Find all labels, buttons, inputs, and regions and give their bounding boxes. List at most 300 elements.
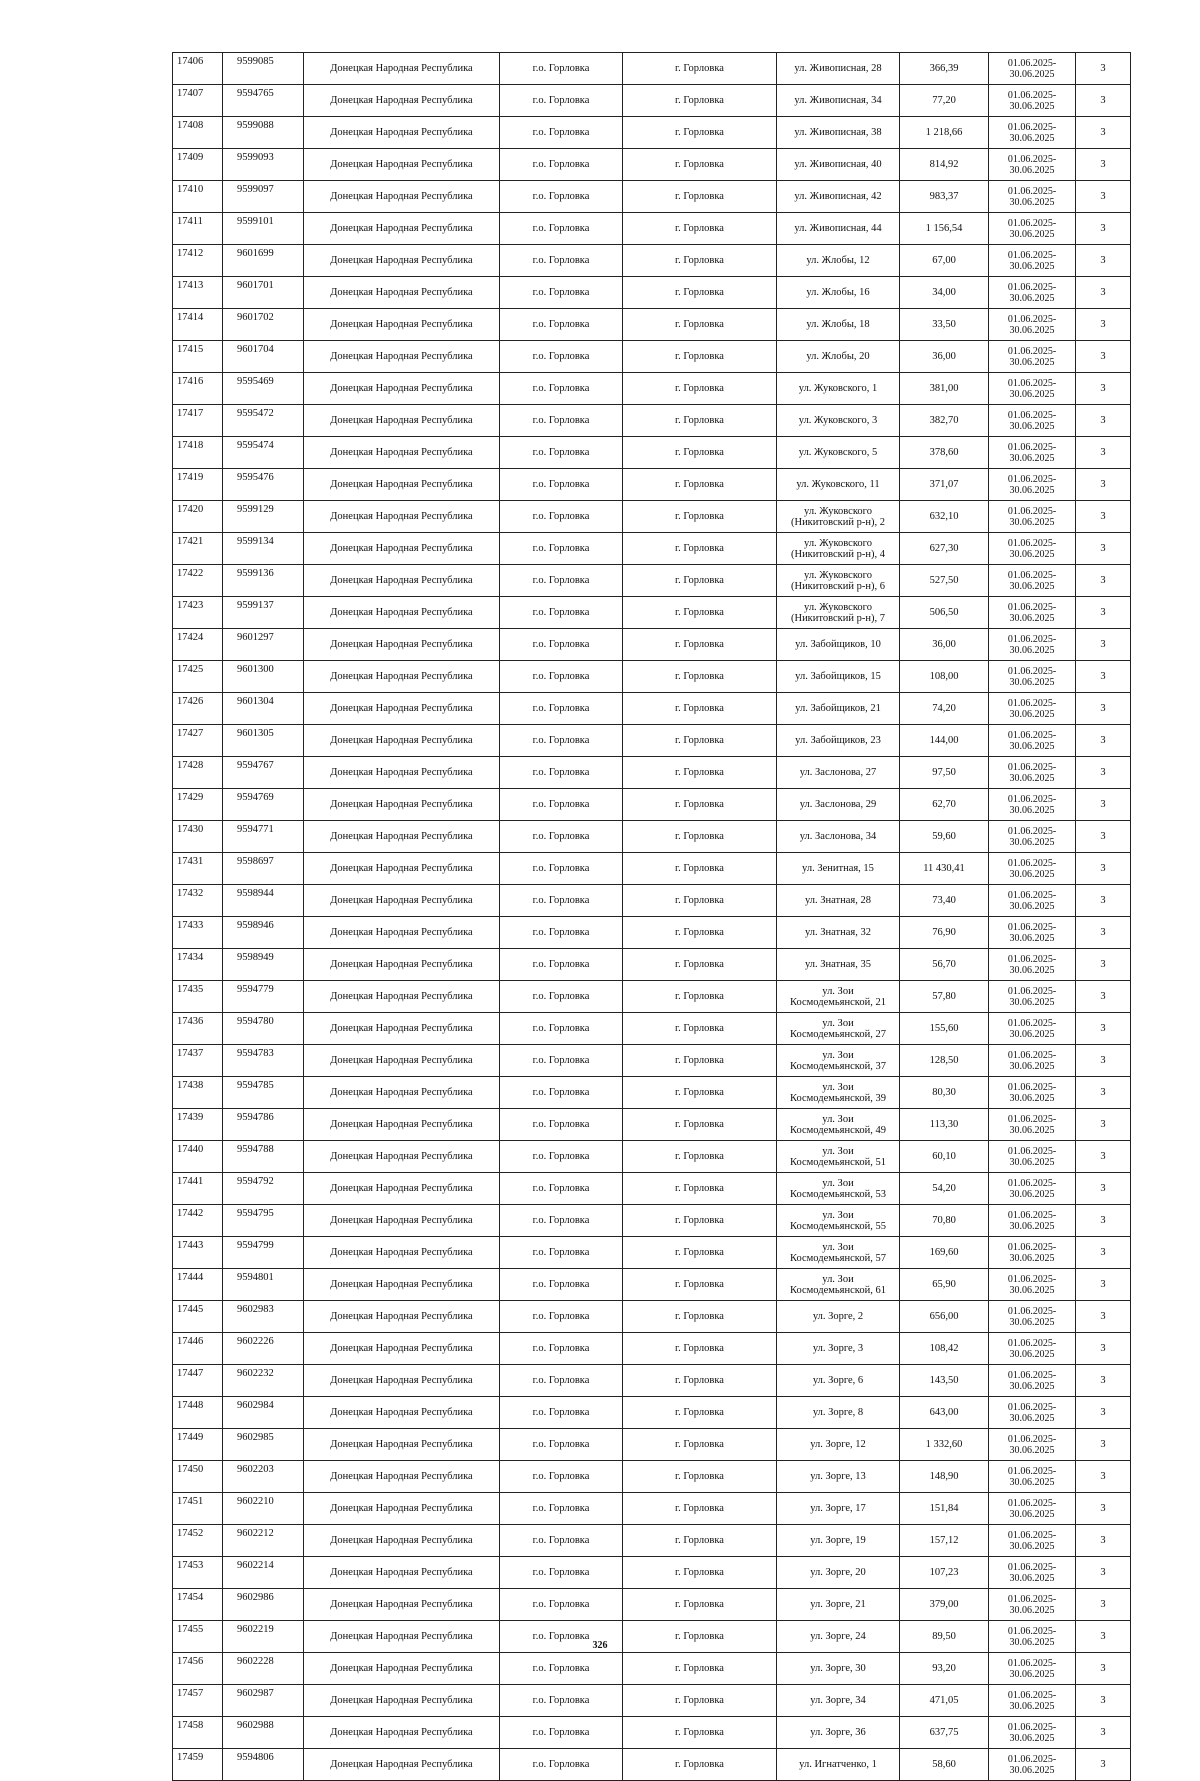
cell-text: Донецкая Народная Республика bbox=[330, 1566, 473, 1578]
cell-text: 9599085 bbox=[237, 56, 274, 67]
cell-category bbox=[1076, 1013, 1131, 1045]
cell-text: 3 bbox=[1100, 542, 1106, 554]
cell-text: 01.06.2025- bbox=[1007, 1561, 1057, 1573]
cell-value bbox=[900, 1013, 989, 1045]
cell-address bbox=[777, 1173, 900, 1205]
cell-text: 656,00 bbox=[929, 1310, 959, 1322]
cell-text: 36,00 bbox=[932, 638, 956, 650]
cell-text: ул. Зои bbox=[822, 1017, 854, 1029]
cell-text: (Никитовский р-н), 6 bbox=[790, 580, 885, 592]
cell-row-number bbox=[173, 981, 223, 1013]
cell-text: 01.06.2025- bbox=[1007, 57, 1057, 69]
cell-text: 9595472 bbox=[237, 408, 274, 419]
cell-text: 17408 bbox=[177, 120, 204, 131]
cell-period bbox=[989, 917, 1076, 949]
cell-text: 01.06.2025- bbox=[1007, 1657, 1057, 1669]
cell-region bbox=[304, 1109, 500, 1141]
cell-value bbox=[900, 725, 989, 757]
cell-text: г.о. Горловка bbox=[532, 1758, 590, 1770]
cell-text: 3 bbox=[1100, 734, 1106, 746]
cell-city bbox=[623, 405, 777, 437]
cell-object-id bbox=[223, 597, 304, 629]
cell-value bbox=[900, 1269, 989, 1301]
cell-text: 3 bbox=[1100, 670, 1106, 682]
cell-address bbox=[777, 405, 900, 437]
cell-address bbox=[777, 661, 900, 693]
cell-text: 30.06.2025 bbox=[1009, 1764, 1055, 1776]
cell-object-id bbox=[223, 149, 304, 181]
cell-period bbox=[989, 1301, 1076, 1333]
cell-text: 366,39 bbox=[929, 62, 959, 74]
cell-text: г.о. Горловка bbox=[532, 254, 590, 266]
table-row bbox=[173, 85, 1131, 117]
cell-address bbox=[777, 629, 900, 661]
cell-address bbox=[777, 1589, 900, 1621]
cell-text: 01.06.2025- bbox=[1007, 1625, 1057, 1637]
cell-text: 67,00 bbox=[932, 254, 956, 266]
cell-district bbox=[500, 725, 623, 757]
cell-period bbox=[989, 1717, 1076, 1749]
cell-text: 30.06.2025 bbox=[1009, 1380, 1055, 1392]
cell-period bbox=[989, 853, 1076, 885]
cell-text: ул. Зорге, 17 bbox=[810, 1503, 866, 1514]
cell-text: 01.06.2025- bbox=[1007, 1465, 1057, 1477]
cell-value bbox=[900, 1653, 989, 1685]
cell-text: г. Горловка bbox=[675, 766, 724, 778]
cell-text: Донецкая Народная Республика bbox=[330, 1054, 473, 1066]
cell-text: 17450 bbox=[177, 1464, 204, 1475]
cell-text: 01.06.2025- bbox=[1007, 153, 1057, 165]
cell-text: г.о. Горловка bbox=[532, 222, 590, 234]
cell-text: Донецкая Народная Республика bbox=[330, 574, 473, 586]
cell-category bbox=[1076, 1237, 1131, 1269]
cell-row-number bbox=[173, 949, 223, 981]
cell-text: г.о. Горловка bbox=[532, 862, 590, 874]
cell-district bbox=[500, 181, 623, 213]
cell-text: 30.06.2025 bbox=[1009, 1188, 1055, 1200]
cell-text: ул. Зорге, 12 bbox=[810, 1439, 866, 1450]
cell-text: 3 bbox=[1100, 638, 1106, 650]
cell-text: ул. Заслонова, 34 bbox=[799, 831, 877, 842]
cell-text: г.о. Горловка bbox=[532, 1246, 590, 1258]
cell-text: 9594780 bbox=[237, 1016, 274, 1027]
cell-value bbox=[900, 1685, 989, 1717]
table-row bbox=[173, 1077, 1131, 1109]
cell-text: 01.06.2025- bbox=[1007, 1081, 1057, 1093]
cell-text: г.о. Горловка bbox=[532, 478, 590, 490]
cell-category bbox=[1076, 85, 1131, 117]
cell-text: ул. Живописная, 38 bbox=[794, 127, 882, 138]
cell-text: 30.06.2025 bbox=[1009, 1572, 1055, 1584]
cell-text: г.о. Горловка bbox=[532, 1086, 590, 1098]
cell-district bbox=[500, 1653, 623, 1685]
cell-address bbox=[777, 1749, 900, 1781]
cell-row-number bbox=[173, 1749, 223, 1781]
cell-text: 30.06.2025 bbox=[1009, 1508, 1055, 1520]
cell-text: Донецкая Народная Республика bbox=[330, 126, 473, 138]
cell-region bbox=[304, 1589, 500, 1621]
cell-city bbox=[623, 1749, 777, 1781]
cell-category bbox=[1076, 725, 1131, 757]
cell-text: 01.06.2025- bbox=[1007, 89, 1057, 101]
cell-text: ул. Зои bbox=[822, 1177, 854, 1189]
cell-category bbox=[1076, 981, 1131, 1013]
cell-text: 30.06.2025 bbox=[1009, 1444, 1055, 1456]
cell-object-id bbox=[223, 213, 304, 245]
cell-text: 57,80 bbox=[932, 990, 956, 1002]
cell-row-number bbox=[173, 533, 223, 565]
cell-text: г.о. Горловка bbox=[532, 830, 590, 842]
cell-period bbox=[989, 373, 1076, 405]
cell-text: 9594806 bbox=[237, 1752, 274, 1763]
cell-region bbox=[304, 1173, 500, 1205]
cell-value bbox=[900, 1237, 989, 1269]
cell-region bbox=[304, 1397, 500, 1429]
cell-district bbox=[500, 1557, 623, 1589]
cell-object-id bbox=[223, 757, 304, 789]
cell-text: Донецкая Народная Республика bbox=[330, 894, 473, 906]
cell-text: 01.06.2025- bbox=[1007, 1721, 1057, 1733]
cell-text: 17429 bbox=[177, 792, 204, 803]
table-row bbox=[173, 821, 1131, 853]
cell-text: 30.06.2025 bbox=[1009, 260, 1055, 272]
cell-text: 17440 bbox=[177, 1144, 204, 1155]
cell-text: 643,00 bbox=[929, 1406, 959, 1418]
cell-category bbox=[1076, 1333, 1131, 1365]
cell-period bbox=[989, 1653, 1076, 1685]
cell-object-id bbox=[223, 373, 304, 405]
cell-object-id bbox=[223, 885, 304, 917]
cell-text: 3 bbox=[1100, 702, 1106, 714]
cell-text: 471,05 bbox=[929, 1694, 959, 1706]
cell-text: ул. Жуковского, 5 bbox=[798, 447, 878, 458]
cell-text: 9594792 bbox=[237, 1176, 274, 1187]
cell-text: 30.06.2025 bbox=[1009, 484, 1055, 496]
cell-city bbox=[623, 469, 777, 501]
cell-category bbox=[1076, 1269, 1131, 1301]
cell-text: г.о. Горловка bbox=[532, 1662, 590, 1674]
cell-text: 30.06.2025 bbox=[1009, 580, 1055, 592]
table-row bbox=[173, 597, 1131, 629]
cell-text: ул. Жуковского, 1 bbox=[798, 383, 878, 394]
cell-region bbox=[304, 1077, 500, 1109]
cell-object-id bbox=[223, 1557, 304, 1589]
cell-text: г. Горловка bbox=[675, 318, 724, 330]
cell-text: 17449 bbox=[177, 1432, 204, 1443]
table-row bbox=[173, 1237, 1131, 1269]
cell-value bbox=[900, 661, 989, 693]
cell-text: г. Горловка bbox=[675, 1278, 724, 1290]
cell-row-number bbox=[173, 1205, 223, 1237]
cell-region bbox=[304, 1525, 500, 1557]
cell-text: 3 bbox=[1100, 926, 1106, 938]
cell-text: г. Горловка bbox=[675, 1342, 724, 1354]
cell-text: 01.06.2025- bbox=[1007, 889, 1057, 901]
cell-text: г.о. Горловка bbox=[532, 1118, 590, 1130]
cell-text: 9601304 bbox=[237, 696, 274, 707]
cell-text: Космодемьянской, 27 bbox=[790, 1028, 886, 1040]
cell-text: г.о. Горловка bbox=[532, 1598, 590, 1610]
cell-text: г.о. Горловка bbox=[532, 1054, 590, 1066]
cell-region bbox=[304, 501, 500, 533]
cell-text: 30.06.2025 bbox=[1009, 68, 1055, 80]
cell-city bbox=[623, 1301, 777, 1333]
cell-value bbox=[900, 501, 989, 533]
cell-text: 9594767 bbox=[237, 760, 274, 771]
cell-text: 01.06.2025- bbox=[1007, 505, 1057, 517]
cell-category bbox=[1076, 853, 1131, 885]
cell-address bbox=[777, 1205, 900, 1237]
cell-row-number bbox=[173, 1109, 223, 1141]
cell-object-id bbox=[223, 1301, 304, 1333]
table-row bbox=[173, 1173, 1131, 1205]
cell-city bbox=[623, 1205, 777, 1237]
cell-text: 983,37 bbox=[929, 190, 959, 202]
cell-text: 3 bbox=[1100, 894, 1106, 906]
cell-city bbox=[623, 1685, 777, 1717]
cell-category bbox=[1076, 1557, 1131, 1589]
cell-district bbox=[500, 469, 623, 501]
cell-period bbox=[989, 213, 1076, 245]
cell-value bbox=[900, 181, 989, 213]
cell-period bbox=[989, 405, 1076, 437]
cell-text: 30.06.2025 bbox=[1009, 324, 1055, 336]
table-row bbox=[173, 181, 1131, 213]
cell-value bbox=[900, 1045, 989, 1077]
cell-region bbox=[304, 373, 500, 405]
cell-text: 30.06.2025 bbox=[1009, 612, 1055, 624]
cell-value bbox=[900, 1141, 989, 1173]
cell-text: 60,10 bbox=[932, 1150, 956, 1162]
cell-text: 3 bbox=[1100, 382, 1106, 394]
cell-district bbox=[500, 597, 623, 629]
cell-value bbox=[900, 853, 989, 885]
cell-category bbox=[1076, 821, 1131, 853]
cell-text: г.о. Горловка bbox=[532, 318, 590, 330]
cell-text: г. Горловка bbox=[675, 894, 724, 906]
cell-text: 113,30 bbox=[929, 1118, 959, 1130]
cell-text: ул. Живописная, 28 bbox=[794, 63, 882, 74]
cell-period bbox=[989, 821, 1076, 853]
cell-text: ул. Зорге, 34 bbox=[810, 1695, 866, 1706]
cell-category bbox=[1076, 757, 1131, 789]
cell-value bbox=[900, 341, 989, 373]
cell-city bbox=[623, 1237, 777, 1269]
cell-period bbox=[989, 789, 1076, 821]
table-row bbox=[173, 1429, 1131, 1461]
cell-city bbox=[623, 1333, 777, 1365]
cell-object-id bbox=[223, 85, 304, 117]
cell-region bbox=[304, 1205, 500, 1237]
cell-text: 89,50 bbox=[932, 1630, 956, 1642]
cell-text: 30.06.2025 bbox=[1009, 1220, 1055, 1232]
cell-district bbox=[500, 661, 623, 693]
table-row bbox=[173, 341, 1131, 373]
cell-row-number bbox=[173, 1269, 223, 1301]
cell-district bbox=[500, 757, 623, 789]
cell-text: г. Горловка bbox=[675, 158, 724, 170]
cell-text: 9594769 bbox=[237, 792, 274, 803]
cell-row-number bbox=[173, 597, 223, 629]
cell-text: Донецкая Народная Республика bbox=[330, 1214, 473, 1226]
cell-district bbox=[500, 341, 623, 373]
cell-category bbox=[1076, 533, 1131, 565]
cell-text: 01.06.2025- bbox=[1007, 729, 1057, 741]
cell-text: г.о. Горловка bbox=[532, 158, 590, 170]
cell-text: ул. Забойщиков, 10 bbox=[795, 639, 881, 650]
cell-district bbox=[500, 1685, 623, 1717]
cell-category bbox=[1076, 949, 1131, 981]
cell-text: г.о. Горловка bbox=[532, 638, 590, 650]
cell-district bbox=[500, 1589, 623, 1621]
table-row bbox=[173, 1525, 1131, 1557]
cell-period bbox=[989, 1493, 1076, 1525]
cell-text: 3 bbox=[1100, 1598, 1106, 1610]
cell-text: г. Горловка bbox=[675, 1630, 724, 1642]
cell-city bbox=[623, 1141, 777, 1173]
cell-period bbox=[989, 1557, 1076, 1589]
cell-district bbox=[500, 853, 623, 885]
cell-region bbox=[304, 1269, 500, 1301]
cell-region bbox=[304, 1365, 500, 1397]
table-row bbox=[173, 981, 1131, 1013]
cell-text: 3 bbox=[1100, 1630, 1106, 1642]
cell-text: г. Горловка bbox=[675, 126, 724, 138]
cell-district bbox=[500, 885, 623, 917]
cell-text: 01.06.2025- bbox=[1007, 921, 1057, 933]
cell-district bbox=[500, 949, 623, 981]
cell-category bbox=[1076, 373, 1131, 405]
cell-row-number bbox=[173, 181, 223, 213]
cell-city bbox=[623, 1397, 777, 1429]
cell-text: 30.06.2025 bbox=[1009, 1668, 1055, 1680]
cell-text: 3 bbox=[1100, 1214, 1106, 1226]
cell-row-number bbox=[173, 1493, 223, 1525]
cell-text: г.о. Горловка bbox=[532, 1374, 590, 1386]
cell-text: 3 bbox=[1100, 318, 1106, 330]
cell-city bbox=[623, 149, 777, 181]
cell-text: Донецкая Народная Республика bbox=[330, 318, 473, 330]
cell-value bbox=[900, 149, 989, 181]
cell-period bbox=[989, 1237, 1076, 1269]
cell-category bbox=[1076, 597, 1131, 629]
cell-city bbox=[623, 1717, 777, 1749]
cell-text: ул. Зои bbox=[822, 1209, 854, 1221]
cell-text: г. Горловка bbox=[675, 958, 724, 970]
cell-row-number bbox=[173, 85, 223, 117]
cell-address bbox=[777, 1141, 900, 1173]
cell-text: 9598949 bbox=[237, 952, 274, 963]
cell-value bbox=[900, 757, 989, 789]
cell-value bbox=[900, 789, 989, 821]
cell-text: 17433 bbox=[177, 920, 204, 931]
cell-city bbox=[623, 917, 777, 949]
cell-text: 9602988 bbox=[237, 1720, 274, 1731]
cell-object-id bbox=[223, 1397, 304, 1429]
cell-text: г.о. Горловка bbox=[532, 94, 590, 106]
cell-text: Донецкая Народная Республика bbox=[330, 382, 473, 394]
table-row bbox=[173, 565, 1131, 597]
cell-text: г. Горловка bbox=[675, 830, 724, 842]
cell-text: 9602219 bbox=[237, 1624, 274, 1635]
cell-text: 01.06.2025- bbox=[1007, 1753, 1057, 1765]
cell-text: г.о. Горловка bbox=[532, 126, 590, 138]
cell-text: Донецкая Народная Республика bbox=[330, 1022, 473, 1034]
cell-text: 17417 bbox=[177, 408, 204, 419]
cell-text: 143,50 bbox=[929, 1374, 959, 1386]
cell-period bbox=[989, 1589, 1076, 1621]
cell-text: 107,23 bbox=[929, 1566, 959, 1578]
cell-row-number bbox=[173, 917, 223, 949]
cell-city bbox=[623, 1493, 777, 1525]
cell-text: 9601300 bbox=[237, 664, 274, 675]
cell-text: 9594779 bbox=[237, 984, 274, 995]
cell-text: 01.06.2025- bbox=[1007, 1113, 1057, 1125]
cell-value bbox=[900, 1525, 989, 1557]
cell-row-number bbox=[173, 565, 223, 597]
cell-value bbox=[900, 597, 989, 629]
cell-text: Донецкая Народная Республика bbox=[330, 158, 473, 170]
table-row bbox=[173, 1269, 1131, 1301]
cell-text: 17422 bbox=[177, 568, 204, 579]
cell-value bbox=[900, 469, 989, 501]
cell-district bbox=[500, 405, 623, 437]
cell-text: ул. Живописная, 42 bbox=[794, 191, 882, 202]
cell-text: ул. Жлобы, 18 bbox=[806, 319, 870, 330]
cell-text: 3 bbox=[1100, 1150, 1106, 1162]
cell-text: 01.06.2025- bbox=[1007, 1241, 1057, 1253]
cell-text: 9594788 bbox=[237, 1144, 274, 1155]
cell-period bbox=[989, 1013, 1076, 1045]
cell-row-number bbox=[173, 1685, 223, 1717]
cell-text: 30.06.2025 bbox=[1009, 996, 1055, 1008]
cell-text: г. Горловка bbox=[675, 702, 724, 714]
cell-category bbox=[1076, 1493, 1131, 1525]
cell-text: 155,60 bbox=[929, 1022, 959, 1034]
cell-period bbox=[989, 1269, 1076, 1301]
cell-object-id bbox=[223, 1717, 304, 1749]
cell-text: 33,50 bbox=[932, 318, 956, 330]
cell-text: 3 bbox=[1100, 1278, 1106, 1290]
cell-address bbox=[777, 85, 900, 117]
cell-text: г.о. Горловка bbox=[532, 286, 590, 298]
cell-text: 3 bbox=[1100, 1022, 1106, 1034]
cell-category bbox=[1076, 1141, 1131, 1173]
cell-text: 3 bbox=[1100, 1054, 1106, 1066]
cell-row-number bbox=[173, 757, 223, 789]
cell-text: 01.06.2025- bbox=[1007, 825, 1057, 837]
cell-text: 30.06.2025 bbox=[1009, 1124, 1055, 1136]
cell-text: 01.06.2025- bbox=[1007, 1369, 1057, 1381]
cell-row-number bbox=[173, 1141, 223, 1173]
cell-text: 17406 bbox=[177, 56, 204, 67]
cell-text: Донецкая Народная Республика bbox=[330, 1438, 473, 1450]
cell-district bbox=[500, 277, 623, 309]
cell-text: ул. Зорге, 24 bbox=[810, 1631, 866, 1642]
cell-text: 65,90 bbox=[932, 1278, 956, 1290]
cell-period bbox=[989, 501, 1076, 533]
cell-category bbox=[1076, 1461, 1131, 1493]
cell-text: 3 bbox=[1100, 1694, 1106, 1706]
cell-text: г.о. Горловка bbox=[532, 1310, 590, 1322]
cell-text: ул. Жлобы, 16 bbox=[806, 287, 870, 298]
cell-object-id bbox=[223, 1109, 304, 1141]
cell-text: 30.06.2025 bbox=[1009, 1316, 1055, 1328]
cell-text: Донецкая Народная Республика bbox=[330, 1502, 473, 1514]
cell-row-number bbox=[173, 117, 223, 149]
cell-city bbox=[623, 661, 777, 693]
cell-text: г. Горловка bbox=[675, 1406, 724, 1418]
